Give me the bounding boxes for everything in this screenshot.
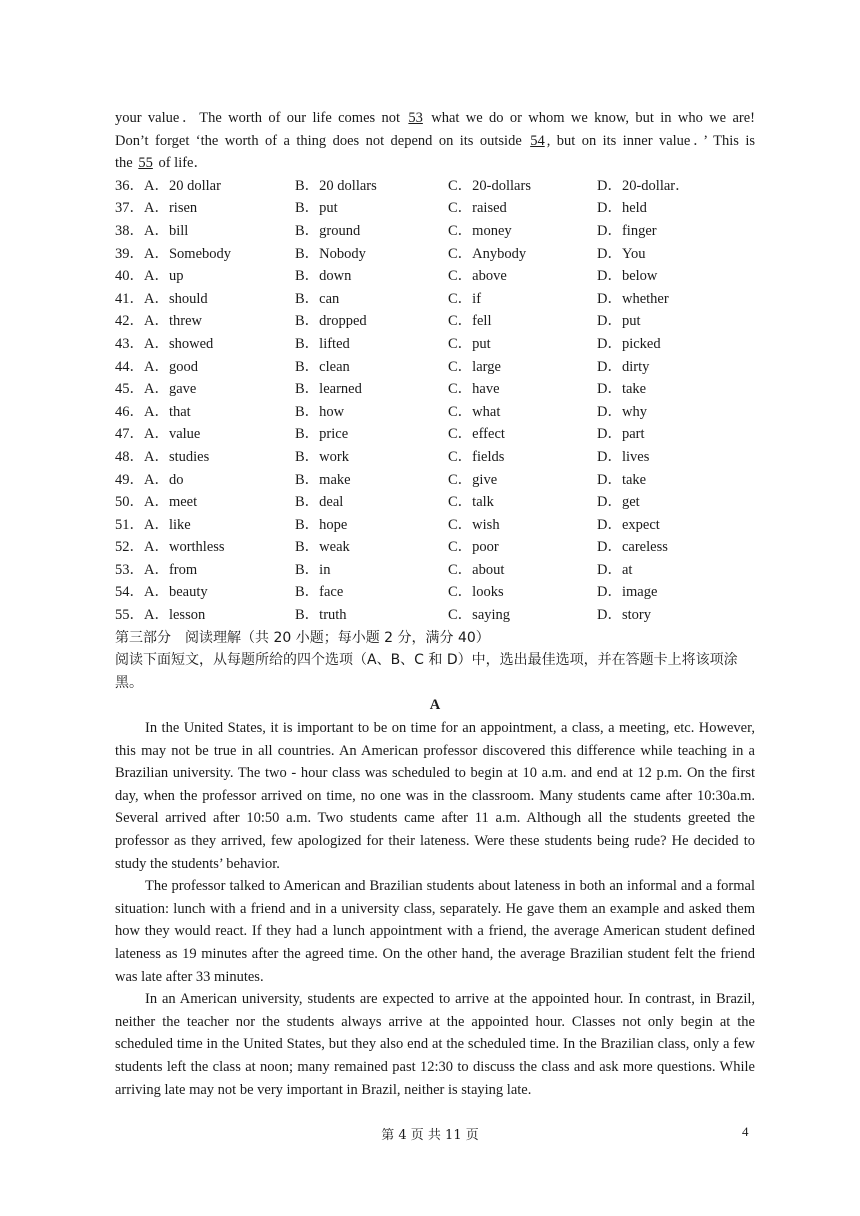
section-title: 第三部分 阅读理解（共 20 小题；每小题 2 分，满分 40） <box>115 629 490 646</box>
option-d: D．story <box>597 607 651 624</box>
option-b: B．down <box>295 268 352 285</box>
question-row <box>115 423 755 446</box>
option-b: B．learned <box>295 381 362 398</box>
option-c: C．20-dollars <box>448 177 531 194</box>
option-d: D．held <box>597 200 647 217</box>
option-b: B．in <box>295 561 331 578</box>
option-b: B．can <box>295 290 340 307</box>
option-b: B．Nobody <box>295 245 366 262</box>
option-c: C．above <box>448 268 507 285</box>
option-b: B．hope <box>295 516 348 533</box>
option-b: B．clean <box>295 358 350 375</box>
passage-title: A <box>429 697 441 714</box>
option-a: 39．A．Somebody <box>115 245 231 262</box>
option-b: B．lifted <box>295 335 350 352</box>
question-row <box>115 378 755 401</box>
option-d: D．lives <box>597 448 650 465</box>
option-a: 37．A．risen <box>115 200 198 217</box>
option-d: D．part <box>597 426 645 443</box>
option-a: 46．A．that <box>115 403 191 420</box>
option-d: D．at <box>597 561 633 578</box>
option-c: C．effect <box>448 426 505 443</box>
option-b: B．weak <box>295 539 350 556</box>
option-a: 54．A．beauty <box>115 584 208 601</box>
option-c: C．looks <box>448 584 504 601</box>
question-row <box>115 514 755 537</box>
intro-text: of life． <box>154 155 208 172</box>
intro-text: Don’t forget ‘the worth of a thing does not depend on its outside <box>115 132 529 149</box>
option-c: C．talk <box>448 494 494 511</box>
option-b: B．make <box>295 471 351 488</box>
blank-53: 53 <box>408 110 423 126</box>
intro-text: , but on its inner value．’ This is <box>546 132 755 149</box>
option-c: C．put <box>448 335 491 352</box>
page-number: 4 <box>742 1124 749 1139</box>
option-b: B．price <box>295 426 349 443</box>
option-c: C．Anybody <box>448 245 527 262</box>
option-c: C．wish <box>448 516 500 533</box>
section-instruction: 阅读下面短文，从每题所给的四个选项（A、B、C 和 D）中，选出最佳选项，并在答题卡上将该项涂黑。 <box>115 652 738 691</box>
option-c: C．fields <box>448 448 505 465</box>
question-row <box>115 197 755 220</box>
option-a: 55．A．lesson <box>115 607 206 624</box>
option-b: B．dropped <box>295 313 367 330</box>
option-a: 38．A．bill <box>115 222 189 239</box>
question-row <box>115 604 755 627</box>
blank-54: 54 <box>530 132 545 149</box>
option-d: D．picked <box>597 335 661 352</box>
option-a: 41．A．should <box>115 290 208 307</box>
option-c: C．what <box>448 403 501 420</box>
option-d: D．take <box>597 381 647 398</box>
options-list <box>115 175 755 627</box>
option-a: 40．A．up <box>115 268 184 285</box>
option-d: D．below <box>597 268 658 285</box>
intro-text: what we do or whom we know, but in who we are! <box>424 110 755 126</box>
passage-paragraph: In an American university, students are expected to arrive at the appointed hour. In contrast, in Brazil, neither the teacher nor the students always arrive at the appointed hour. Classes not only begin at the scheduled time in the United States, but they also end at the scheduled time. In the Brazilian class, only a few students left the class at noon; many remained past 12:30 to discuss the class and ask more questions. While arriving late may not be very important in Brazil, neither is staying late. <box>115 991 755 1098</box>
option-b: B．how <box>295 403 345 420</box>
question-row <box>115 491 755 514</box>
option-c: C．saying <box>448 607 511 624</box>
option-d: D．image <box>597 584 658 601</box>
option-c: C．large <box>448 358 501 375</box>
question-row <box>115 401 755 424</box>
option-a: 47．A．value <box>115 426 201 443</box>
option-a: 43．A．showed <box>115 335 214 352</box>
exam-page-content <box>115 107 755 1101</box>
question-row <box>115 469 755 492</box>
intro-text: the <box>115 155 137 172</box>
option-c: C．fell <box>448 313 492 330</box>
option-a: 51．A．like <box>115 516 191 533</box>
option-a: 49．A．do <box>115 471 184 488</box>
option-a: 53．A．from <box>115 561 198 578</box>
option-a: 48．A．studies <box>115 448 210 465</box>
question-row <box>115 581 755 604</box>
question-row <box>115 559 755 582</box>
question-row <box>115 333 755 356</box>
option-d: D．whether <box>597 290 669 307</box>
option-d: D．expect <box>597 516 660 533</box>
option-c: C．about <box>448 561 505 578</box>
option-b: B．put <box>295 200 338 217</box>
option-b: B．truth <box>295 607 347 624</box>
option-b: B．face <box>295 584 344 601</box>
intro-line-3 <box>115 152 755 175</box>
option-c: C．poor <box>448 539 499 556</box>
option-b: B．20 dollars <box>295 177 377 194</box>
option-d: D．careless <box>597 539 668 556</box>
option-a: 42．A．threw <box>115 313 202 330</box>
question-row <box>115 356 755 379</box>
intro-text: your value．The worth of our life comes not <box>115 110 407 126</box>
option-a: 52．A．worthless <box>115 539 225 556</box>
passage-paragraph: The professor talked to American and Brazilian students about lateness in both an informal and a formal situation: lunch with a friend and in a university class, separately. He gave them an example and asked them how they would react. If they had a lunch appointment with a friend, the average American student defined lateness as 19 minutes after the agreed time. On the other hand, the average Brazilian student felt the friend was late after 33 minutes. <box>115 878 755 985</box>
option-b: B．deal <box>295 494 344 511</box>
intro-line-2 <box>115 130 755 153</box>
option-d: D．get <box>597 494 640 511</box>
option-b: B．ground <box>295 222 361 239</box>
option-c: C．if <box>448 290 482 307</box>
intro-line-1 <box>115 107 755 130</box>
option-d: D．put <box>597 313 641 330</box>
question-row <box>115 446 755 469</box>
option-d: D．20-dollar． <box>597 177 690 194</box>
option-c: C．give <box>448 471 498 488</box>
question-row <box>115 175 755 198</box>
page-footer: 第 4 页 共 11 页 <box>381 1128 479 1143</box>
option-d: D．take <box>597 471 647 488</box>
option-c: C．have <box>448 381 500 398</box>
option-a: 45．A．gave <box>115 381 197 398</box>
option-d: D．dirty <box>597 358 650 375</box>
question-row <box>115 265 755 288</box>
option-d: D．finger <box>597 222 657 239</box>
question-row <box>115 288 755 311</box>
question-row <box>115 220 755 243</box>
question-row <box>115 310 755 333</box>
option-a: 36．A．20 dollar <box>115 177 221 194</box>
option-c: C．money <box>448 222 512 239</box>
option-c: C．raised <box>448 200 507 217</box>
question-row <box>115 536 755 559</box>
option-d: D．why <box>597 403 647 420</box>
blank-55: 55 <box>138 155 153 172</box>
option-b: B．work <box>295 448 349 465</box>
option-a: 50．A．meet <box>115 494 198 511</box>
option-a: 44．A．good <box>115 358 198 375</box>
option-d: D．You <box>597 245 646 262</box>
passage-paragraph: In the United States, it is important to be on time for an appointment, a class, a meeting, etc. However, this may not be true in all countries. An American professor discovered this difference while teaching in a Brazilian university. The two - hour class was scheduled to begin at 10 a.m. and end at 12 p.m. On the first day, when the professor arrived on time, no one was in the classroom. Many students came after 10:30a.m. Several arrived after 10:50 a.m. Two students came after 11 a.m. Although all the students greeted the professor as they arrived, few apologized for their lateness. Were these students being rude? He decided to study the students’ behavior. <box>115 720 755 872</box>
question-row <box>115 243 755 266</box>
